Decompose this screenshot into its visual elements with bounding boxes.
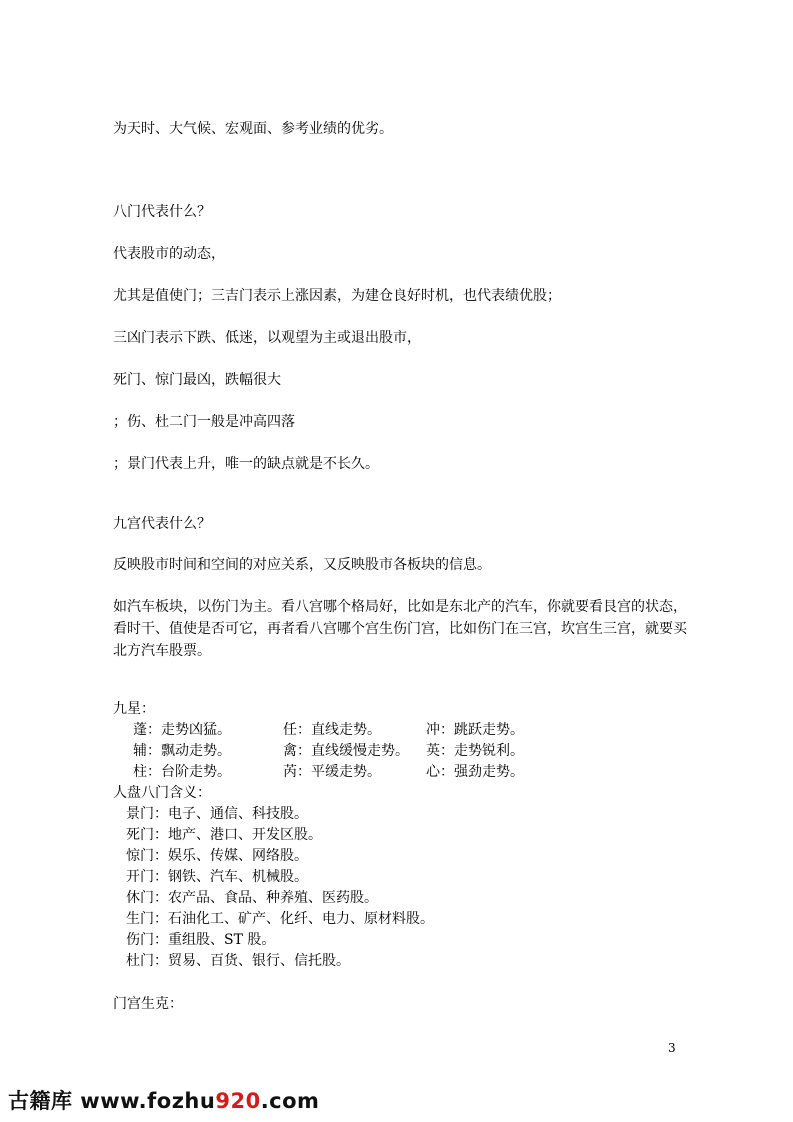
- watermark-suffix: .com: [260, 1089, 320, 1113]
- door-item: 开门：钢铁、汽车、机械股。: [126, 869, 308, 885]
- eight-doors-list: [113, 783, 434, 972]
- nine-stars-table: [113, 720, 633, 783]
- text-line: 死门、惊门最凶，跌幅很大: [113, 372, 281, 388]
- star-row: [113, 720, 633, 741]
- door-item: 景门：电子、通信、科技股。: [126, 806, 308, 822]
- star-entry: 禽：直线缓慢走势。: [283, 743, 409, 759]
- text-line: ；伤、杜二门一般是冲高四落: [113, 414, 295, 430]
- paragraph-line: 北方汽车股票。: [113, 643, 211, 659]
- heading-eight-doors: 八门代表什么？: [113, 204, 211, 220]
- text-line: 代表股市的动态，: [113, 246, 225, 262]
- text-line: ；景门代表上升，唯一的缺点就是不长久。: [113, 456, 379, 472]
- star-entry: 柱：台阶走势。: [133, 764, 231, 780]
- text-line: 为天时、大气候、宏观面、参考业绩的优劣。: [113, 121, 393, 137]
- text-line: 反映股市时间和空间的对应关系，又反映股市各板块的信息。: [113, 557, 491, 573]
- star-row: [113, 741, 633, 762]
- closing-heading: 门宫生克：: [113, 996, 183, 1012]
- heading-nine-palaces: 九宫代表什么？: [113, 516, 211, 532]
- text-line: 三凶门表示下跌、低迷，以观望为主或退出股市，: [113, 330, 421, 346]
- door-item: 生门：石油化工、矿产、化纤、电力、原材料股。: [126, 911, 434, 927]
- site-watermark: [8, 1085, 319, 1115]
- star-entry: 蓬：走势凶猛。: [133, 722, 231, 738]
- paragraph-line: 如汽车板块，以伤门为主。看八宫哪个格局好，比如是东北产的汽车，你就要看艮宫的状态，: [113, 599, 687, 615]
- door-item: 伤门：重组股、ST 股。: [126, 932, 276, 948]
- door-item: 惊门：娱乐、传媒、网络股。: [126, 848, 308, 864]
- star-entry: 英：走势锐利。: [426, 743, 524, 759]
- paragraph-line: 看时干、值使是否可它，再者看八宫哪个宫生伤门宫，比如伤门在三宫，坎宫生三宫，就要买: [113, 621, 687, 637]
- watermark-number: 920: [215, 1089, 261, 1113]
- star-entry: 任：直线走势。: [283, 722, 381, 738]
- star-entry: 冲：跳跃走势。: [426, 722, 524, 738]
- door-item: 死门：地产、港口、开发区股。: [126, 827, 322, 843]
- star-row: [113, 762, 633, 783]
- door-item: 杜门：贸易、百货、银行、信托股。: [126, 953, 350, 969]
- watermark-prefix: 古籍库 www.fozhu: [8, 1089, 216, 1113]
- page-number: 3: [668, 1041, 676, 1055]
- star-entry: 辅：飘动走势。: [133, 743, 231, 759]
- door-item: 休门：农产品、食品、种养殖、医药股。: [126, 890, 378, 906]
- text-line: 尤其是值使门；三吉门表示上涨因素，为建仓良好时机，也代表绩优股；: [113, 288, 561, 304]
- eight-doors-title: 人盘八门含义：: [113, 785, 211, 801]
- nine-stars-title: 九星：: [113, 701, 155, 717]
- star-entry: 芮：平缓走势。: [283, 764, 381, 780]
- paragraph-auto-sector: [113, 596, 693, 662]
- star-entry: 心：强劲走势。: [426, 764, 524, 780]
